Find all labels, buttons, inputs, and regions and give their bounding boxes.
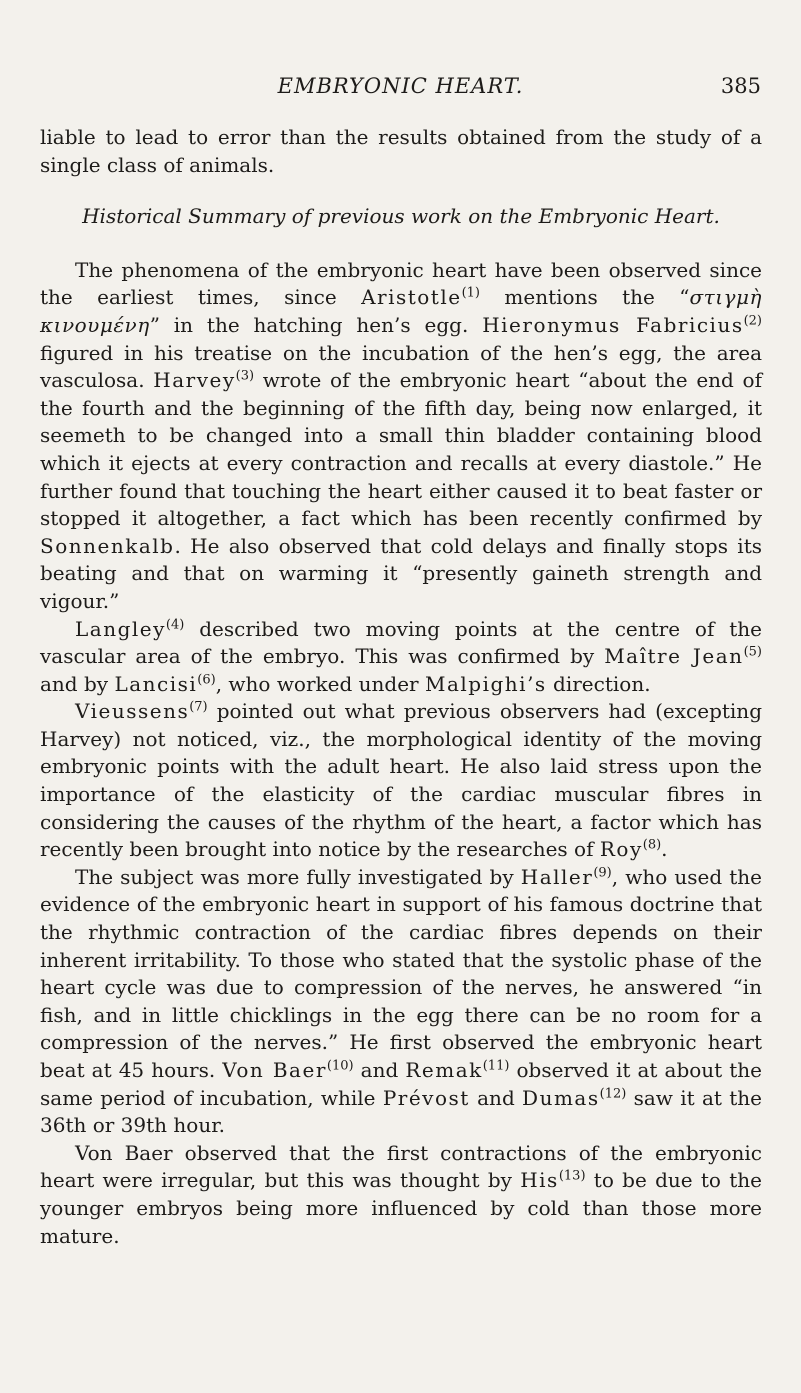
reference-marker: (13) bbox=[558, 1168, 586, 1184]
reference-marker: (3) bbox=[235, 368, 255, 384]
paragraph-text: observed it at about the same period of incubation, while bbox=[40, 1058, 763, 1110]
reference-marker: (12) bbox=[599, 1085, 627, 1101]
page-number: 385 bbox=[720, 74, 761, 98]
paragraph-text: and bbox=[469, 1085, 523, 1110]
greek-quote: στιγμὴ κινουμένη bbox=[40, 285, 762, 337]
paragraph-text: and by bbox=[40, 671, 115, 696]
paragraph-text: saw it at the 36th or 39th hour. bbox=[40, 1085, 762, 1138]
author-name-von-baer: Von Baer bbox=[222, 1058, 327, 1082]
paragraph-text: ” in the hatching hen’s egg. bbox=[149, 312, 483, 337]
paragraph-text: . He also observed that cold delays and finally stops its beating and that on warming it “presently gaineth strength and vigour.” bbox=[40, 533, 762, 613]
paragraph-text: direction. bbox=[546, 671, 651, 696]
reference-marker: (1) bbox=[461, 285, 480, 301]
author-name-dumas: Dumas bbox=[522, 1085, 600, 1110]
paragraph-history-origins bbox=[40, 257, 762, 616]
reference-marker: (8) bbox=[642, 837, 662, 853]
reference-marker: (11) bbox=[482, 1058, 510, 1074]
author-name-langley: Langley bbox=[75, 616, 166, 641]
paragraph-text: , who worked under bbox=[215, 671, 425, 696]
author-name-sonnenkalb: Sonnenkalb bbox=[40, 533, 175, 558]
page-header bbox=[40, 74, 761, 104]
paragraph-langley bbox=[40, 616, 762, 699]
paragraph-text: to be due to the younger embryos being more influenced by cold than those more mature. bbox=[40, 1168, 763, 1248]
reference-marker: (7) bbox=[189, 699, 208, 715]
author-name-harvey: Harvey bbox=[153, 368, 236, 393]
section-heading: Historical Summary of previous work on the Embryonic Heart. bbox=[82, 204, 720, 229]
paragraph-vieussens bbox=[40, 698, 762, 864]
reference-marker: (5) bbox=[743, 644, 762, 660]
running-head: EMBRYONIC HEART. bbox=[277, 74, 524, 98]
paragraph-haller bbox=[40, 864, 762, 1140]
paragraph-text: figured in his treatise on the incubation of the hen’s egg, the area vasculosa. bbox=[40, 340, 762, 393]
author-name-jean: Maître Jean bbox=[604, 644, 744, 669]
paragraph-text: The subject was more fully investigated by bbox=[75, 864, 521, 889]
author-name-aristotle: Aristotle bbox=[361, 285, 462, 310]
author-name-haller: Haller bbox=[520, 864, 594, 889]
paragraph-text: , who used the evidence of the embryonic heart in support of his famous doctrine that the rhythmic contraction of the cardiac fibres depends on their inherent irritability. To those who stated that the systolic phase of the heart cycle was due to compression of the nerves, he answered “in fish, and in little chicklings in the egg there can be no room for a compression of the nerves.” He first observed the embryonic heart beat at 45 hours. bbox=[40, 864, 762, 1082]
reference-marker: (10) bbox=[326, 1058, 354, 1074]
paragraph-text: described two moving points at the centre of the vascular area of the embryo. This was confirmed by bbox=[40, 616, 762, 669]
author-name-roy: Roy bbox=[599, 837, 643, 862]
author-name-vieussens: Vieussens bbox=[75, 699, 190, 724]
author-name-fabricius: Hieronymus Fabricius bbox=[482, 312, 744, 337]
body-text bbox=[40, 124, 762, 1250]
paragraph-text: Von Baer observed that the first contractions of the embryonic heart were irregular, but this was thought by bbox=[40, 1140, 762, 1193]
author-name-his: His bbox=[520, 1168, 559, 1193]
paragraph-von-baer bbox=[40, 1140, 762, 1250]
author-name-lancisi: Lancisi bbox=[114, 671, 198, 696]
paragraph-text: and bbox=[353, 1058, 406, 1082]
author-name-malpighi: Malpighi’s bbox=[424, 671, 547, 696]
paragraph-text: wrote of the embryonic heart “about the end of the fourth and the beginning of the fifth day, being now enlarged, it seemeth to be changed into a small thin bladder containing blood which it ejects at every contraction and recalls at every diastole.” He further found that touching the heart either caused it to beat faster or stopped it altogether, a fact which has been recently confirmed by bbox=[40, 368, 762, 531]
reference-marker: (4) bbox=[165, 616, 185, 632]
reference-marker: (2) bbox=[743, 313, 763, 329]
author-name-prevost: Prévost bbox=[382, 1085, 470, 1110]
paragraph-text: pointed out what previous observers had (excepting Harvey) not noticed, viz., the morphological identity of the moving embryonic points with the adult heart. He also laid stress upon the importance of the elasticity of the cardiac muscular fibres in considering the causes of the rhythm of the heart, a factor which has recently been brought into notice by the researches of bbox=[40, 699, 762, 862]
reference-marker: (9) bbox=[593, 865, 612, 881]
paragraph-text: The phenomena of the embryonic heart have been observed since the earliest times, since bbox=[40, 257, 762, 310]
paragraph-text: mentions the “ bbox=[480, 285, 690, 310]
reference-marker: (6) bbox=[197, 672, 216, 688]
paragraph-continuation: liable to lead to error than the results obtained from the study of a single class of animals. bbox=[40, 125, 762, 177]
author-name-remak: Remak bbox=[405, 1058, 483, 1082]
paragraph-text: . bbox=[661, 837, 668, 862]
